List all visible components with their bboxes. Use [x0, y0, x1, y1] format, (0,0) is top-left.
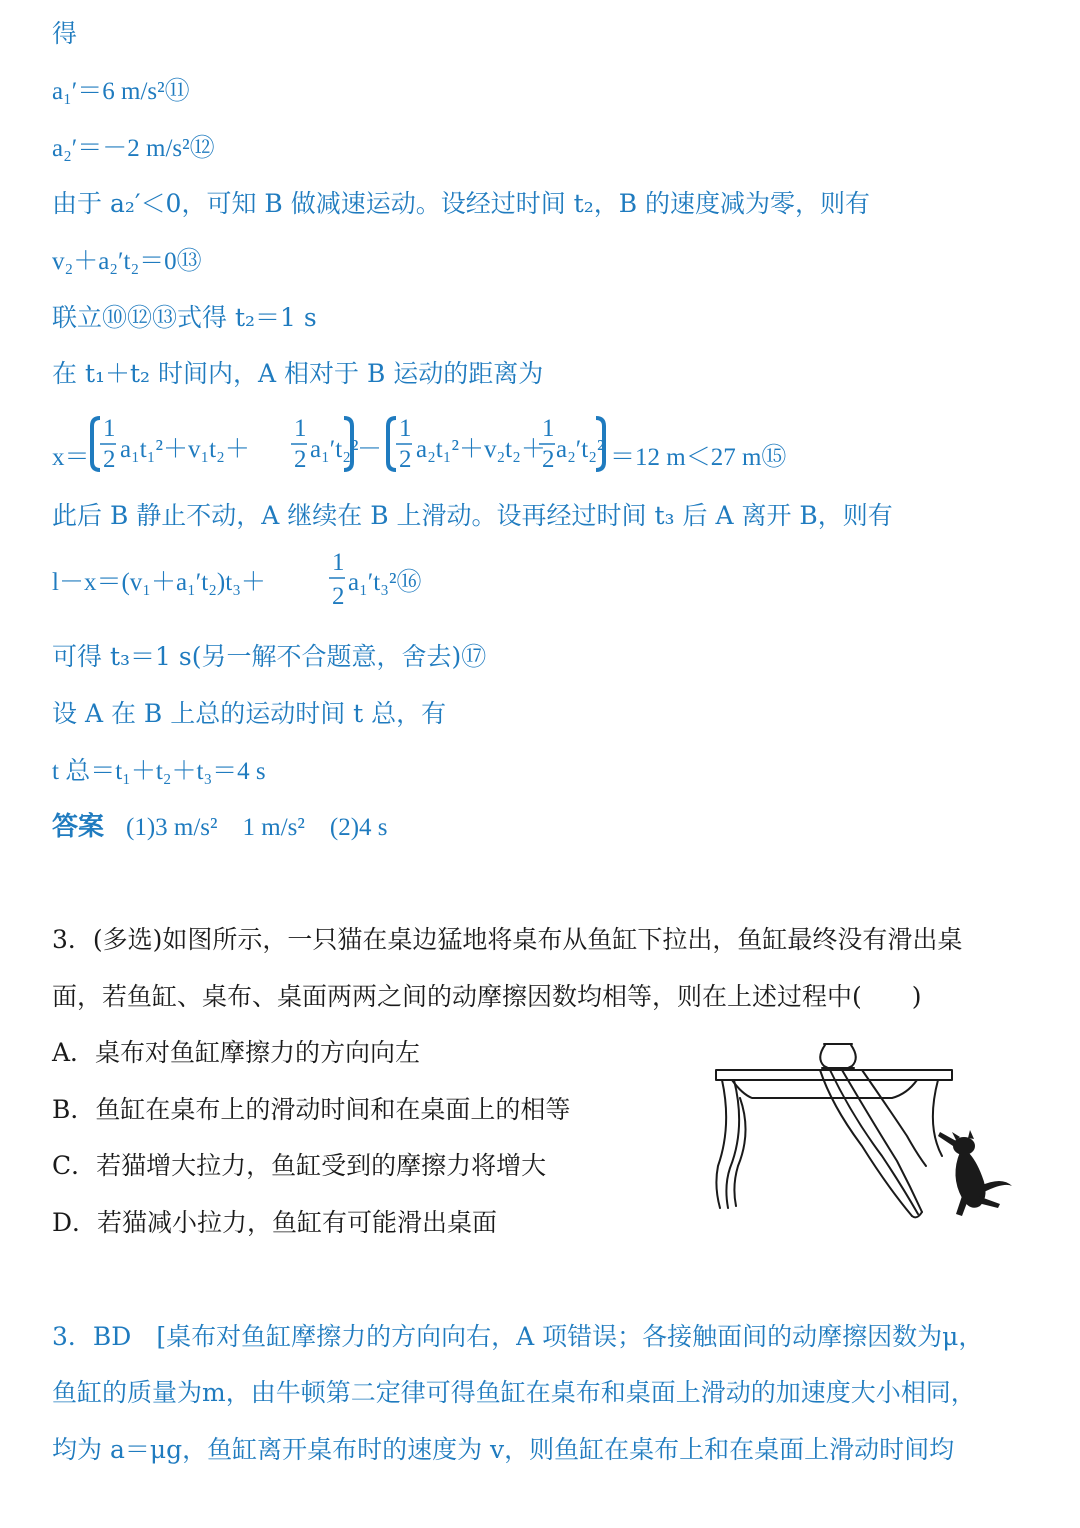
option-a: A．桌布对鱼缸摩擦力的方向向左	[52, 1038, 421, 1067]
explanation-line-1: 3．BD [桌布对鱼缸摩擦力的方向向右，A 项错误；各接触面间的动摩擦因数为μ，	[52, 1322, 984, 1351]
formula-x-half-num-1: 1	[103, 415, 116, 442]
solution-line-4: 由于 a₂′＜0，可知 B 做减速运动。设经过时间 t₂，B 的速度减为零，则有	[52, 189, 871, 218]
option-d: D．若猫减小拉力，鱼缸有可能滑出桌面	[52, 1208, 498, 1237]
formula-x-half-den-3: 2	[399, 446, 412, 473]
formula-x-half-num-4: 1	[542, 415, 555, 442]
formula-x-half-den-2: 2	[294, 446, 307, 473]
formula-l-half-num: 1	[332, 550, 345, 576]
formula-x-minus: －	[357, 436, 383, 463]
formula-l-half-den: 2	[332, 583, 345, 610]
question-line-1: 3．(多选)如图所示，一只猫在桌边猛地将桌布从鱼缸下拉出，鱼缸最终没有滑出桌	[52, 925, 963, 954]
formula-x-lhs: x＝	[52, 444, 90, 471]
solution-line-3: a₂′＝－2 m/s²⑫	[52, 135, 215, 162]
answer-line	[52, 806, 388, 843]
solution-line-9: 可得 t₃＝1 s(另一解不合题意，舍去)⑰	[52, 642, 487, 671]
solution-line-7: 在 t₁＋t₂ 时间内，A 相对于 B 运动的距离为	[52, 359, 544, 388]
question-line-2: 面，若鱼缸、桌布、桌面两两之间的动摩擦因数均相等，则在上述过程中( )	[52, 982, 922, 1011]
solution-line-6: 联立⑩⑫⑬式得 t₂＝1 s	[52, 303, 317, 332]
option-b: B．鱼缸在桌布上的滑动时间和在桌面上的相等	[52, 1095, 571, 1124]
option-c: C．若猫增大拉力，鱼缸受到的摩擦力将增大	[52, 1151, 547, 1180]
formula-l-tail: a₁′t₃²⑯	[348, 569, 422, 596]
formula-x-term-1b: a₁′t₂²	[310, 436, 359, 463]
explanation-line-3: 均为 a＝μg，鱼缸离开桌布时的速度为 v，则鱼缸在桌布上和在桌面上滑动时间均	[52, 1435, 955, 1464]
solution-line-2: a₁′＝6 m/s²⑪	[52, 78, 190, 105]
formula-x	[48, 412, 808, 476]
solution-line-5: v₂＋a₂′t₂＝0⑬	[52, 248, 202, 275]
answer-label: 答案	[52, 812, 105, 842]
formula-x-half-num-3: 1	[399, 415, 412, 442]
formula-x-term-2a: a₂t₁²＋v₂t₂＋	[416, 436, 546, 463]
formula-x-half-den-1: 2	[103, 446, 116, 473]
solution-line-8: 此后 B 静止不动，A 继续在 B 上滑动。设再经过时间 t₃ 后 A 离开 B，则有	[52, 501, 893, 530]
formula-x-term-2b: a₂′t₂²	[556, 436, 605, 463]
solution-line-1: 得	[52, 19, 78, 48]
solution-line-10: 设 A 在 B 上总的运动时间 t 总，有	[52, 699, 447, 728]
answer-text: (1)3 m/s² 1 m/s² (2)4 s	[126, 814, 388, 841]
solution-line-11: t 总＝t₁＋t₂＋t₃＝4 s	[52, 758, 266, 785]
explanation-line-2: 鱼缸的质量为m，由牛顿第二定律可得鱼缸在桌布和桌面上滑动的加速度大小相同，	[52, 1378, 976, 1407]
formula-x-half-num-2: 1	[294, 415, 307, 442]
formula-x-term-1a: a₁t₁²＋v₁t₂＋	[120, 436, 250, 463]
formula-l-lhs: l－x＝(v₁＋a₁′t₂)t₃＋	[52, 569, 266, 596]
formula-l	[48, 550, 468, 614]
formula-x-half-den-4: 2	[542, 446, 555, 473]
cat-table-figure	[712, 1036, 1022, 1226]
formula-x-rhs: ＝12 m＜27 m⑮	[610, 444, 787, 471]
